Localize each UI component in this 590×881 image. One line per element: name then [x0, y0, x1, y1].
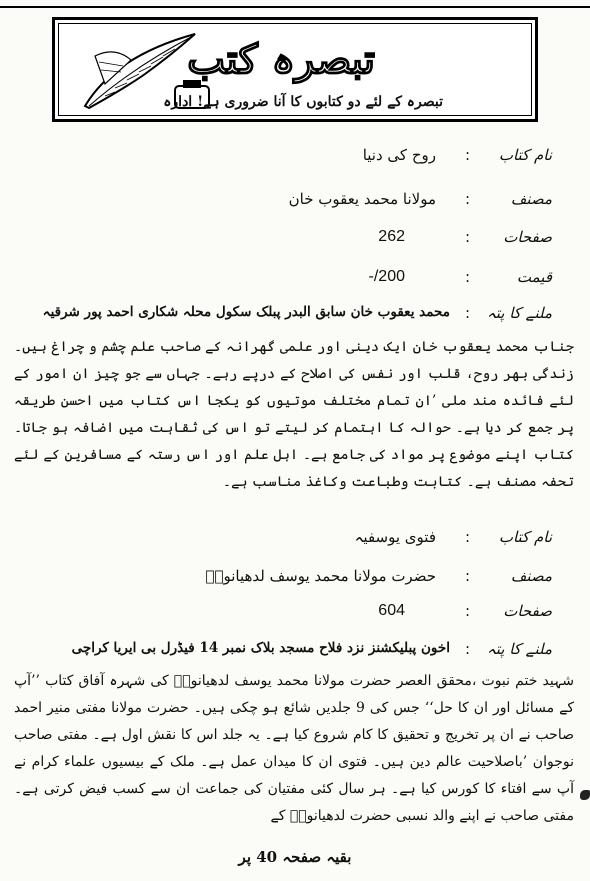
book2-pages-value: 604: [378, 602, 405, 619]
field-colon: :: [464, 602, 470, 620]
banner-tagline: تبصرہ کے لئے دو کتابوں کا آنا ضروری ہے! ادارہ: [163, 94, 443, 110]
book2-title-value: فتوی یوسفیہ: [354, 528, 436, 546]
field-colon: :: [464, 528, 470, 546]
book2-address-value: اخون پبلیکشنز نزد فلاح مسجد بلاک نمبر 14 فیڈرل بی ایریا کراچی: [71, 640, 450, 656]
field-label: ملنے کا پتہ: [486, 640, 552, 658]
field-colon: :: [464, 228, 470, 246]
field-colon: :: [464, 146, 470, 164]
book2-title-row: [0, 528, 590, 556]
field-label: مصنف: [510, 567, 552, 585]
book2-author-value: حضرت مولانا محمد یوسف لدھیانویؒ: [205, 567, 436, 585]
margin-ink-mark: [580, 790, 590, 800]
book1-address-value: محمد یعقوب خان سابق البدر پبلک سکول محلہ شکاری احمد پور شرقیہ: [42, 304, 450, 320]
field-label: ملنے کا پتہ: [486, 304, 552, 322]
book1-title-value: روح کی دنیا: [362, 146, 436, 164]
book1-pages-row: [0, 228, 590, 256]
book1-title-row: [0, 146, 590, 174]
field-label: نام کتاب: [498, 528, 552, 546]
book1-pages-value: 262: [378, 228, 405, 245]
field-colon: :: [464, 640, 470, 658]
field-label: صفحات: [503, 602, 552, 620]
continued-on-page-note: بقیہ صفحہ 40 پر: [238, 848, 352, 866]
field-label: نام کتاب: [498, 146, 552, 164]
book2-author-row: [0, 567, 590, 595]
book2-address-row: [0, 640, 590, 668]
field-colon: :: [464, 268, 470, 286]
field-colon: :: [464, 567, 470, 585]
field-label: مصنف: [510, 190, 552, 208]
field-colon: :: [464, 190, 470, 208]
book2-review-paragraph: شہید ختم نبوت ،محقق العصر حضرت مولانا محمد یوسف لدھیانویؒ کی شہرہ آفاق کتاب ’’آپ کے مسائل اور ان کا حل‘‘ جس کی 9 جلدیں شائع ہو چکی ہیں۔ حضرت مولانا مفتی منیر احمد صاحب نے ان پر تخریج و تحقیق کا کام شروع کیا ہے۔ یہ جلد اس کا نقش اول ہے۔ مفتی صاحب نوجوان ’باصلاحیت عالم دین ہیں۔ فتوی ان کا میدان عمل ہے۔ ملک کے بیسیوں علماء کرام نے آپ سے افتاء کا کورس کیا ہے۔ ہر سال کئی مفتیان کی جماعت ان سے کسب فیض کرتی ہے۔ مفتی صاحب نے اپنے والد نسبی حضرت لدھیانویؒ کے: [14, 673, 574, 824]
book1-author-value: مولانا محمد یعقوب خان: [288, 190, 436, 208]
field-label: قیمت: [516, 268, 552, 286]
book2-pages-row: [0, 602, 590, 630]
book1-price-row: [0, 268, 590, 296]
field-label: صفحات: [503, 228, 552, 246]
book1-review-paragraph: جناب محمد یعقوب خان ایک دینی اور علمی گھرانہ کے صاحب علم چشم و چراغ ہیں۔ زندگی بھر روح، قلب اور نفس کی اصلاح کے درپے رہے۔ جہاں سے جو چیز ان امور کے لئے فائدہ مند ملی ’ان تمام مختلف موتیوں کو یکجا اس کتاب میں احسن طریقہ پر جمع کر دیا ہے۔ حوالہ کا اہتمام کر لیتے تو اس کی ثقاہت میں اضافہ ہو جاتا۔ کتاب اپنے موضوع پر مواد کی جامع ہے۔ اہل علم اور اس رستہ کے مسافرین کے لئے تحفہ مصنف ہے۔ کتابت وطباعت وکاغذ مناسب ہے۔: [14, 339, 574, 490]
book1-price-value: -/200: [368, 268, 405, 285]
banner-title: تبصرہ کتب: [187, 36, 375, 83]
field-colon: :: [464, 304, 470, 322]
book1-author-row: [0, 190, 590, 218]
book1-address-row: [0, 304, 590, 332]
